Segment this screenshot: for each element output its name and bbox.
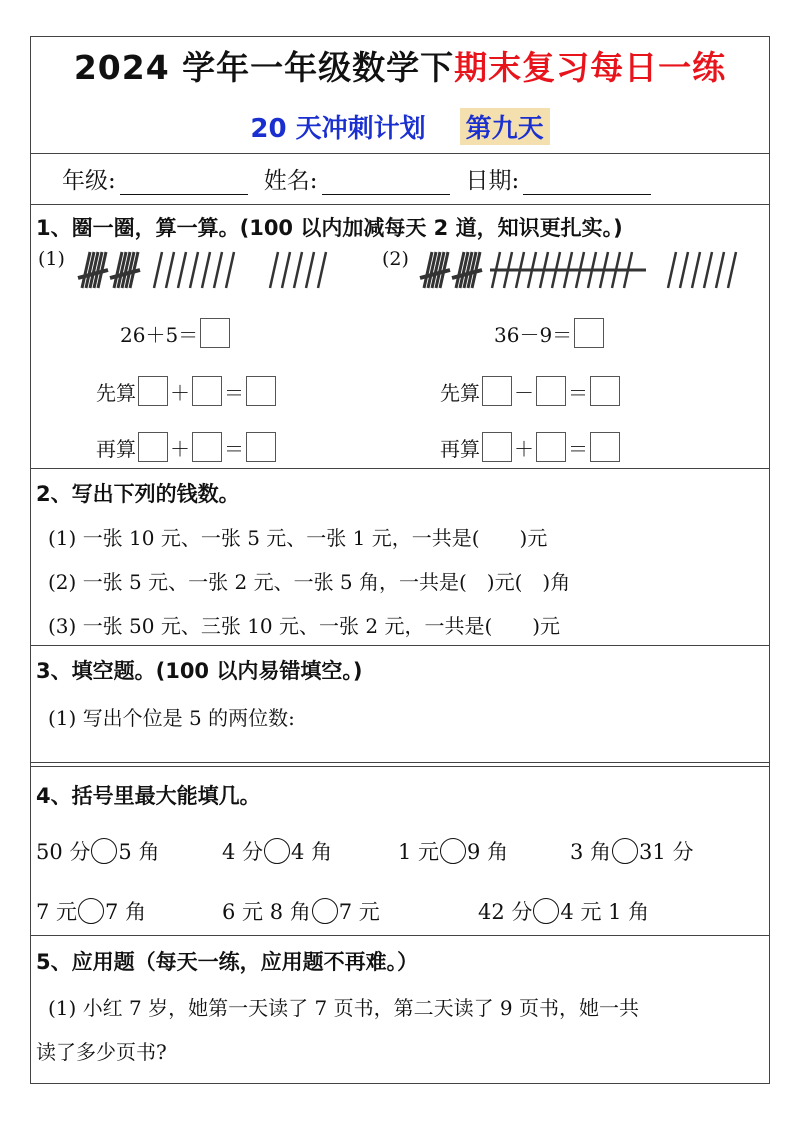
compare-left: 6 元 8 角 xyxy=(222,900,311,924)
first-step-label: 先算 xyxy=(96,380,136,405)
divider xyxy=(30,935,770,936)
section-5-title: 5、应用题（每天一练，应用题不再难。） xyxy=(36,950,419,974)
grade-label: 年级: xyxy=(62,168,116,194)
operator: ＋ xyxy=(170,436,190,461)
subtitle xyxy=(0,108,800,145)
section-2-title: 2、写出下列的钱数。 xyxy=(36,482,240,506)
subtitle-plan: 20 天冲刺计划 xyxy=(250,114,426,144)
operator: ＋ xyxy=(170,380,190,405)
problem-1-equation xyxy=(120,318,232,348)
compare-left: 7 元 xyxy=(36,900,78,924)
then-step-label: 再算 xyxy=(440,436,480,461)
answer-box[interactable] xyxy=(590,376,620,406)
student-info-row xyxy=(62,162,667,195)
compare-right: 4 角 xyxy=(291,840,333,864)
bundle-icon xyxy=(78,252,108,288)
divider xyxy=(30,153,770,154)
compare-item xyxy=(36,836,159,866)
compare-right: 5 角 xyxy=(118,840,160,864)
equals-sign: ＝ xyxy=(568,380,588,405)
operator: － xyxy=(514,380,534,405)
compare-item xyxy=(398,836,508,866)
equals-sign: ＝ xyxy=(224,436,244,461)
divider xyxy=(30,645,770,646)
page-title xyxy=(0,42,800,89)
equation-text: 26＋5＝ xyxy=(120,322,199,347)
problem-1-label: (1) xyxy=(38,248,65,270)
problem-1-then-step xyxy=(96,432,278,462)
equation-text: 36－9＝ xyxy=(494,322,573,347)
answer-box[interactable] xyxy=(590,432,620,462)
section-1-title: 1、圈一圈，算一算。(100 以内加减每天 2 道，知识更扎实。) xyxy=(36,216,623,240)
answer-box[interactable] xyxy=(482,432,512,462)
compare-circle[interactable] xyxy=(312,898,338,924)
word-problem-line-2: 读了多少页书? xyxy=(36,1040,167,1064)
answer-box[interactable] xyxy=(138,432,168,462)
grade-field[interactable] xyxy=(120,172,248,195)
first-step-label: 先算 xyxy=(440,380,480,405)
compare-right: 7 元 xyxy=(338,900,380,924)
divider xyxy=(30,204,770,205)
day-badge: 第九天 xyxy=(460,108,550,145)
date-label: 日期: xyxy=(465,168,520,194)
title-main: 2024 学年一年级数学下 xyxy=(73,48,455,87)
compare-left: 50 分 xyxy=(36,840,91,864)
compare-circle[interactable] xyxy=(440,838,466,864)
money-question-3: (3) 一张 50 元、三张 10 元、一张 2 元，一共是( )元 xyxy=(48,614,561,638)
problem-1-first-step xyxy=(96,376,278,406)
compare-circle[interactable] xyxy=(264,838,290,864)
answer-box[interactable] xyxy=(536,432,566,462)
answer-box[interactable] xyxy=(536,376,566,406)
compare-item xyxy=(570,836,693,866)
fill-question-1: (1) 写出个位是 5 的两位数: xyxy=(48,706,295,730)
compare-right: 7 角 xyxy=(105,900,147,924)
answer-box[interactable] xyxy=(246,376,276,406)
bundle-icon xyxy=(452,252,482,288)
answer-box[interactable] xyxy=(246,432,276,462)
compare-left: 1 元 xyxy=(398,840,440,864)
compare-circle[interactable] xyxy=(91,838,117,864)
name-label: 姓名: xyxy=(263,168,318,194)
section-3-title: 3、填空题。(100 以内易错填空。) xyxy=(36,659,363,683)
bundle-icon xyxy=(110,252,140,288)
compare-left: 4 分 xyxy=(222,840,264,864)
answer-box[interactable] xyxy=(200,318,230,348)
problem-2-first-step xyxy=(440,376,622,406)
compare-circle[interactable] xyxy=(78,898,104,924)
compare-left: 42 分 xyxy=(478,900,533,924)
money-question-2: (2) 一张 5 元、一张 2 元、一张 5 角，一共是( )元( )角 xyxy=(48,570,571,594)
answer-box[interactable] xyxy=(482,376,512,406)
equals-sign: ＝ xyxy=(568,436,588,461)
loose-sticks-icon xyxy=(154,252,326,288)
then-step-label: 再算 xyxy=(96,436,136,461)
answer-box[interactable] xyxy=(138,376,168,406)
compare-left: 3 角 xyxy=(570,840,612,864)
money-question-1: (1) 一张 10 元、一张 5 元、一张 1 元，一共是( )元 xyxy=(48,526,548,550)
bundle-icon xyxy=(420,252,450,288)
compare-circle[interactable] xyxy=(533,898,559,924)
title-highlight: 期末复习每日一练 xyxy=(454,48,727,87)
compare-item xyxy=(478,896,649,926)
compare-item xyxy=(222,836,332,866)
section-4-title: 4、括号里最大能填几。 xyxy=(36,784,261,808)
word-problem-line-1: (1) 小红 7 岁，她第一天读了 7 页书，第二天读了 9 页书，她一共 xyxy=(48,996,640,1020)
answer-box[interactable] xyxy=(192,432,222,462)
compare-right: 9 角 xyxy=(467,840,509,864)
compare-circle[interactable] xyxy=(612,838,638,864)
problem-2-label: (2) xyxy=(382,248,409,270)
date-field[interactable] xyxy=(523,172,651,195)
equals-sign: ＝ xyxy=(224,380,244,405)
compare-item xyxy=(36,896,146,926)
sticks-bundle-illustration-1 xyxy=(74,248,374,298)
sticks-bundle-illustration-2 xyxy=(420,248,760,298)
divider xyxy=(30,762,770,763)
loose-sticks-icon xyxy=(490,252,736,288)
operator: ＋ xyxy=(514,436,534,461)
answer-box[interactable] xyxy=(574,318,604,348)
problem-2-equation xyxy=(494,318,606,348)
divider xyxy=(30,766,770,767)
problem-2-then-step xyxy=(440,432,622,462)
answer-box[interactable] xyxy=(192,376,222,406)
name-field[interactable] xyxy=(322,172,450,195)
compare-right: 31 分 xyxy=(639,840,694,864)
compare-item xyxy=(222,896,380,926)
compare-right: 4 元 1 角 xyxy=(560,900,650,924)
divider xyxy=(30,468,770,469)
